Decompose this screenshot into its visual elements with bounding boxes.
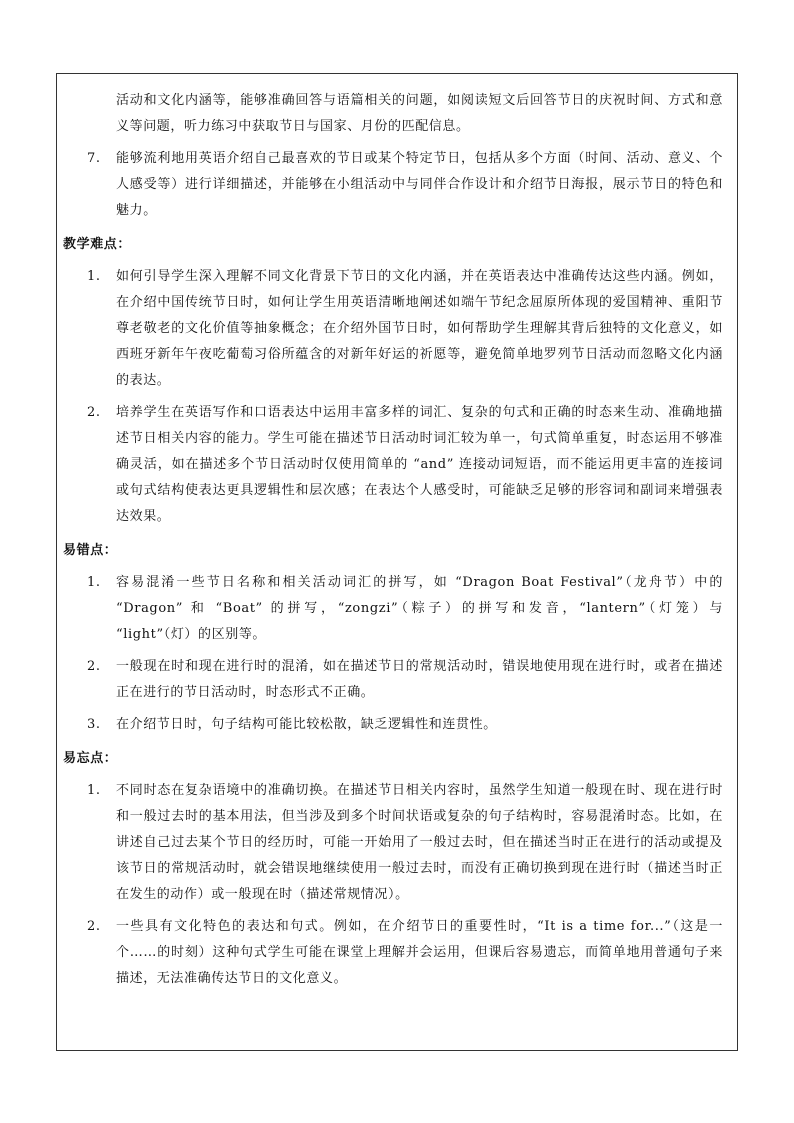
intro-continuation: 活动和文化内涵等，能够准确回答与语篇相关的问题，如阅读短文后回答节日的庆祝时间、方式和意义等问题，听力练习中获取节日与国家、月份的匹配信息。 bbox=[116, 93, 723, 134]
easy-forget-item bbox=[57, 778, 737, 908]
difficulty-item bbox=[57, 400, 737, 530]
error-prone-2-text: 一般现在时和现在进行时的混淆，如在描述节日的常规活动时，错误地使用现在进行时，或者在描述正在进行的节日活动时，时态形式不正确。 bbox=[116, 659, 723, 700]
lesson-plan-content bbox=[57, 88, 737, 992]
difficulty-2-text: 培养学生在英语写作和口语表达中运用丰富多样的词汇、复杂的句式和正确的时态来生动、准确地描述节日相关内容的能力。学生可能在描述节日活动时词汇较为单一，句式简单重复，时态运用不够准确灵活，如在描述多个节日活动时仅使用简单的 “and” 连接动词短语，而不能运用更丰富的连接词或句式结构使表达更具逻辑性和层次感；在表达个人感受时，可能缺乏足够的形容词和副词来增强表达效果。 bbox=[116, 405, 723, 524]
error-prone-3-text: 在介绍节日时，句子结构可能比较松散，缺乏逻辑性和连贯性。 bbox=[116, 717, 497, 732]
objective-7-text: 能够流利地用英语介绍自己最喜欢的节日或某个特定节日，包括从多个方面（时间、活动、意义、个人感受等）进行详细描述，并能够在小组活动中与同伴合作设计和介绍节日海报，展示节日的特色和魅力。 bbox=[116, 151, 723, 218]
easy-forget-1-number: 1. bbox=[87, 783, 101, 798]
easy-forget-2-text: 一些具有文化特色的表达和句式。例如，在介绍节日的重要性时，“It is a time for...”（这是一个……的时刻）这种句式学生可能在课堂上理解并会运用，但课后容易遗忘，而简单地用普通句子来描述，无法准确传达节日的文化意义。 bbox=[116, 919, 723, 986]
difficulty-2-number: 2. bbox=[87, 405, 101, 420]
easy-forget-1-text: 不同时态在复杂语境中的准确切换。在描述节日相关内容时，虽然学生知道一般现在时、现在进行时和一般过去时的基本用法，但当涉及到多个时间状语或复杂的句子结构时，容易混淆时态。比如，在讲述自己过去某个节日的经历时，可能一开始用了一般过去时，但在描述当时正在进行的活动或提及该节日的常规活动时，就会错误地继续使用一般过去时，而没有正确切换到现在进行时（描述当时正在发生的动作）或一般现在时（描述常规情况）。 bbox=[116, 783, 723, 902]
difficulty-1-text: 如何引导学生深入理解不同文化背景下节日的文化内涵，并在英语表达中准确传达这些内涵。例如，在介绍中国传统节日时，如何让学生用英语清晰地阐述如端午节纪念屈原所体现的爱国精神、重阳节尊老敬老的文化价值等抽象概念；在介绍外国节日时，如何帮助学生理解其背后独特的文化意义，如西班牙新年午夜吃葡萄习俗所蕴含的对新年好运的祈愿等，避免简单地罗列节日活动而忽略文化内涵的表达。 bbox=[116, 269, 723, 388]
error-prone-item bbox=[57, 570, 737, 648]
difficulties-heading: 教学难点： bbox=[63, 237, 132, 252]
error-prone-1-text: 容易混淆一些节日名称和相关活动词汇的拼写，如 “Dragon Boat Festival”（龙舟节）中的 “Dragon” 和 “Boat” 的拼写，“zongzi”（粽子）的拼写和发音，“lantern”（灯笼）与 “light”（灯）的区别等。 bbox=[116, 575, 723, 642]
easy-forget-heading: 易忘点： bbox=[63, 751, 118, 766]
objective-7 bbox=[57, 146, 737, 224]
error-prone-item bbox=[57, 654, 737, 706]
objective-7-number: 7. bbox=[87, 151, 101, 166]
easy-forget-2-number: 2. bbox=[87, 919, 101, 934]
error-prone-3-number: 3. bbox=[87, 717, 101, 732]
error-prone-heading: 易错点： bbox=[63, 543, 118, 558]
difficulty-1-number: 1. bbox=[87, 269, 101, 284]
error-prone-1-number: 1. bbox=[87, 575, 101, 590]
error-prone-item bbox=[57, 712, 737, 738]
difficulty-item bbox=[57, 264, 737, 394]
error-prone-2-number: 2. bbox=[87, 659, 101, 674]
easy-forget-item bbox=[57, 914, 737, 992]
lesson-plan-frame bbox=[56, 73, 738, 1051]
